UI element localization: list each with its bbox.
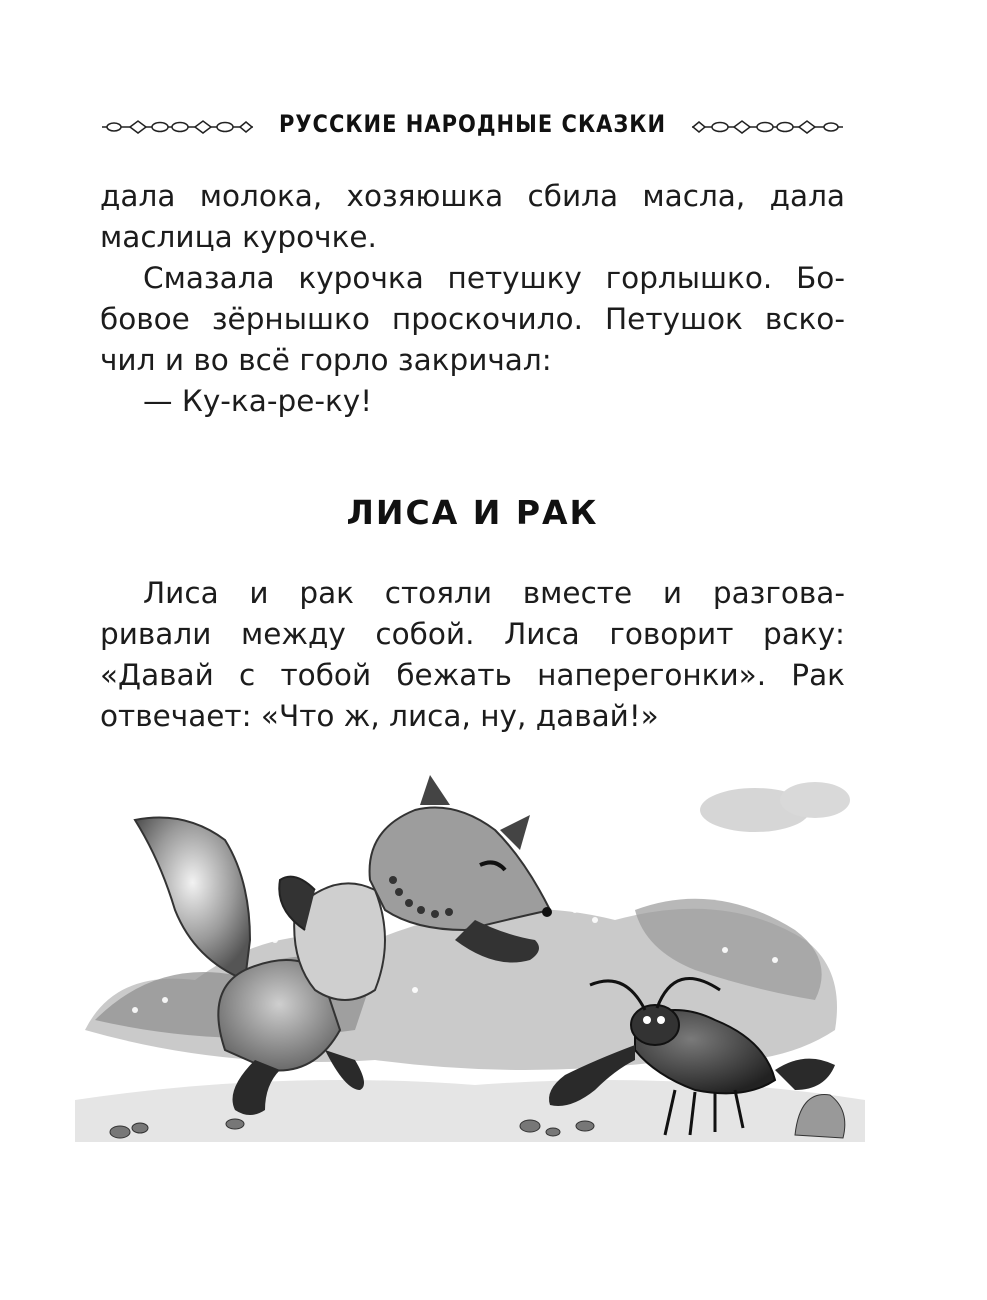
- paragraph: [100, 381, 845, 422]
- text-line: ривали между собой. Лиса говорит раку:: [100, 617, 845, 651]
- fox-and-crayfish-illustration: [75, 770, 865, 1160]
- text-line: Лиса и рак стояли вместе и разгова-: [143, 576, 845, 610]
- text-line: бовое зёрнышко проскочило. Петушок вско-: [100, 302, 845, 336]
- text-line: — Ку-ка-ре-ку!: [143, 384, 373, 418]
- paragraph: [100, 573, 845, 737]
- text-line: «Давай с тобой бежать наперегонки». Рак: [100, 658, 845, 692]
- story-title: ЛИСА И РАК: [346, 493, 599, 532]
- text-line: отвечает: «Что ж, лиса, ну, давай!»: [100, 699, 659, 733]
- paragraph: [100, 258, 845, 381]
- text-line: чил и во всё горло закричал:: [100, 343, 552, 377]
- continuation-text: [100, 176, 845, 422]
- text-line: дала молока, хозяюшка сбила масла, дала: [100, 179, 845, 213]
- text-line: Смазала курочка петушку горлышко. Бо-: [143, 261, 845, 295]
- story-text: [100, 573, 845, 737]
- running-header-title: РУССКИЕ НАРОДНЫЕ СКАЗКИ: [278, 110, 667, 138]
- ornament-right-icon: [690, 116, 845, 138]
- text-line: маслица курочке.: [100, 220, 377, 254]
- paragraph: [100, 176, 845, 258]
- running-header: [100, 112, 845, 152]
